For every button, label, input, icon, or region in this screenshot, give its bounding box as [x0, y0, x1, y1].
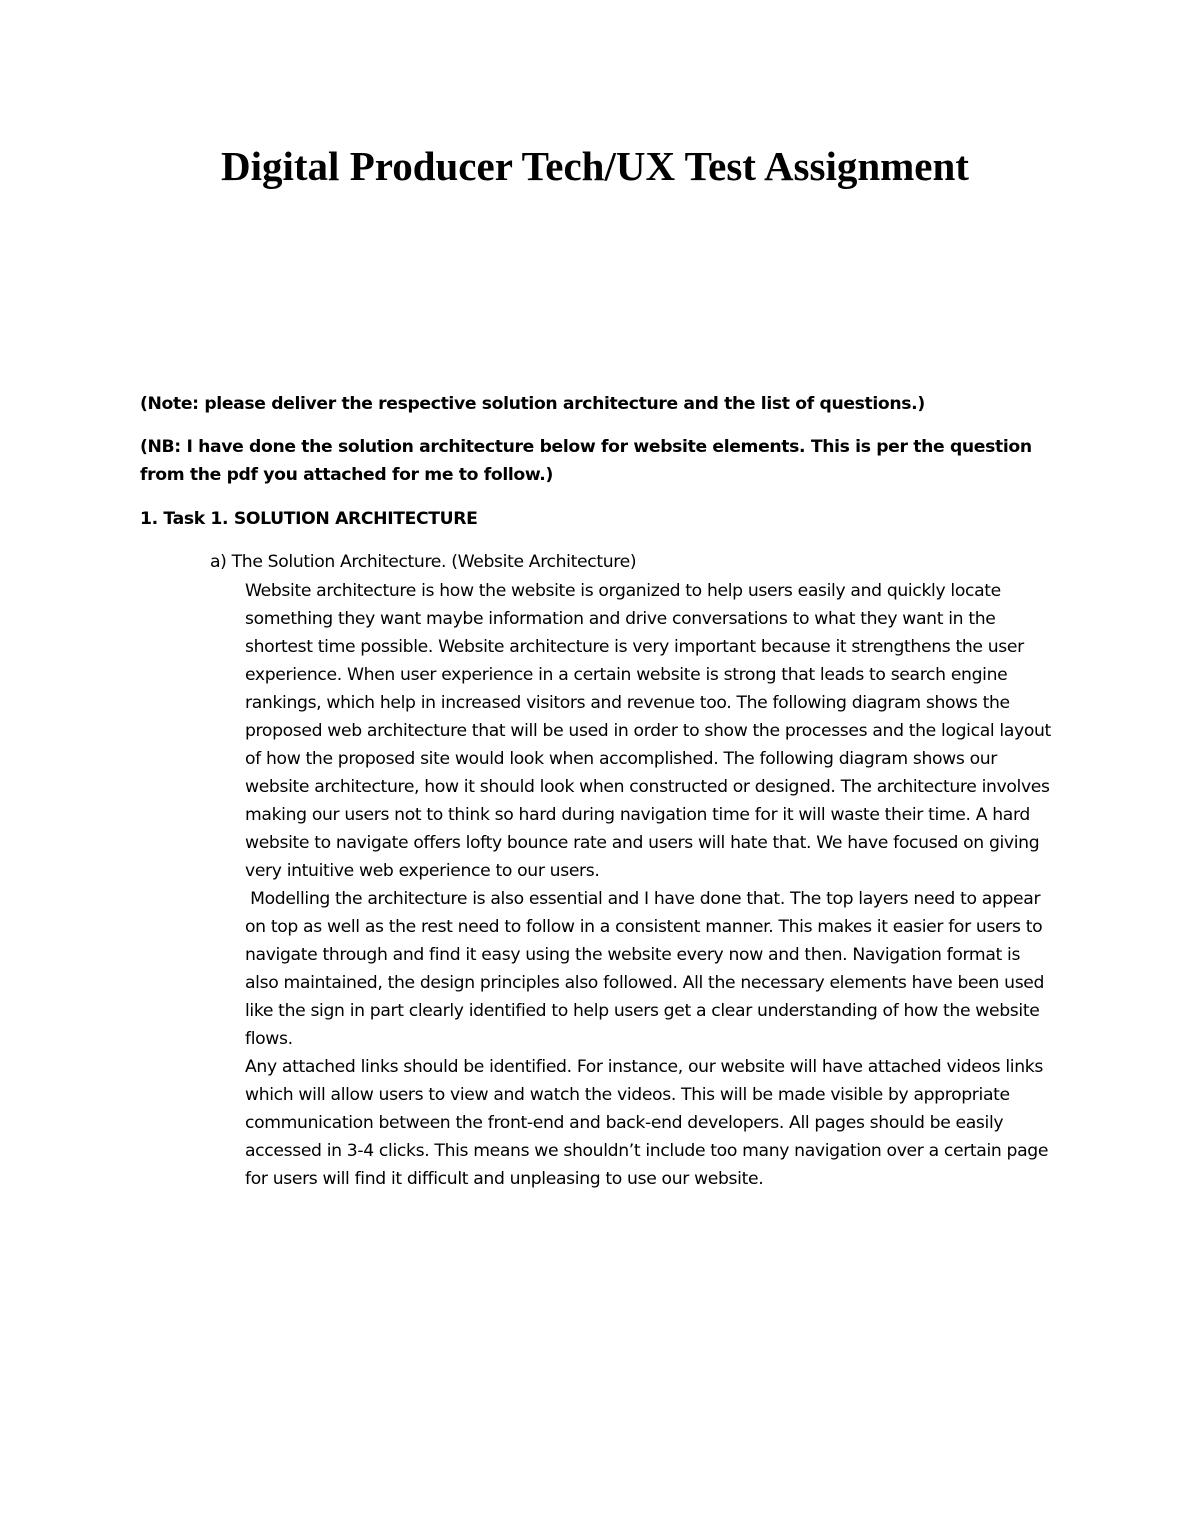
body-paragraph-1: Website architecture is how the website is organized to help users easily and quickly locate something they want maybe information and drive conversations to what they want in the shortest time possible. Website architecture is very important because it strengthens the user experience. When user experience in a certain website is strong that leads to search engine rankings, which help in increased visitors and revenue too. The following diagram shows the proposed web architecture that will be used in order to show the processes and the logical layout of how the proposed site would look when accomplished. The following diagram shows our website architecture, how it should look when constructed or designed. The architecture involves making our users not to think so hard during navigation time for it will waste their time. A hard website to navigate offers lofty bounce rate and users will hate that. We have focused on giving very intuitive web experience to our users.	[245, 581, 1057, 881]
task-heading: 1. Task 1. SOLUTION ARCHITECTURE	[140, 509, 478, 529]
nb-paragraph: (NB: I have done the solution architecture below for website elements. This is per the question from the pdf you attached for me to follow.)	[140, 437, 1032, 485]
architecture-body	[245, 577, 1055, 1193]
body-paragraph-2: Modelling the architecture is also essential and I have done that. The top layers need to appear on top as well as the rest need to follow in a consistent manner. This makes it easier for users to navigate through and find it easy using the website every now and then. Navigation format is also maintained, the design principles also followed. All the necessary elements have been used like the sign in part clearly identified to help users get a clear understanding of how the website flows.	[245, 889, 1050, 1049]
document-title: Digital Producer Tech/UX Test Assignment	[221, 143, 969, 189]
body-paragraph-3: Any attached links should be identified. For instance, our website will have attached videos links which will allow users to view and watch the videos. This will be made visible by appropriate communication between the front-end and back-end developers. All pages should be easily accessed in 3-4 clicks. This means we shouldn’t include too many navigation over a certain page for users will find it difficult and unpleasing to use our website.	[245, 1057, 1054, 1189]
sub-heading: a) The Solution Architecture. (Website Architecture)	[210, 552, 637, 572]
note-paragraph: (Note: please deliver the respective solution architecture and the list of questions.)	[140, 394, 925, 414]
